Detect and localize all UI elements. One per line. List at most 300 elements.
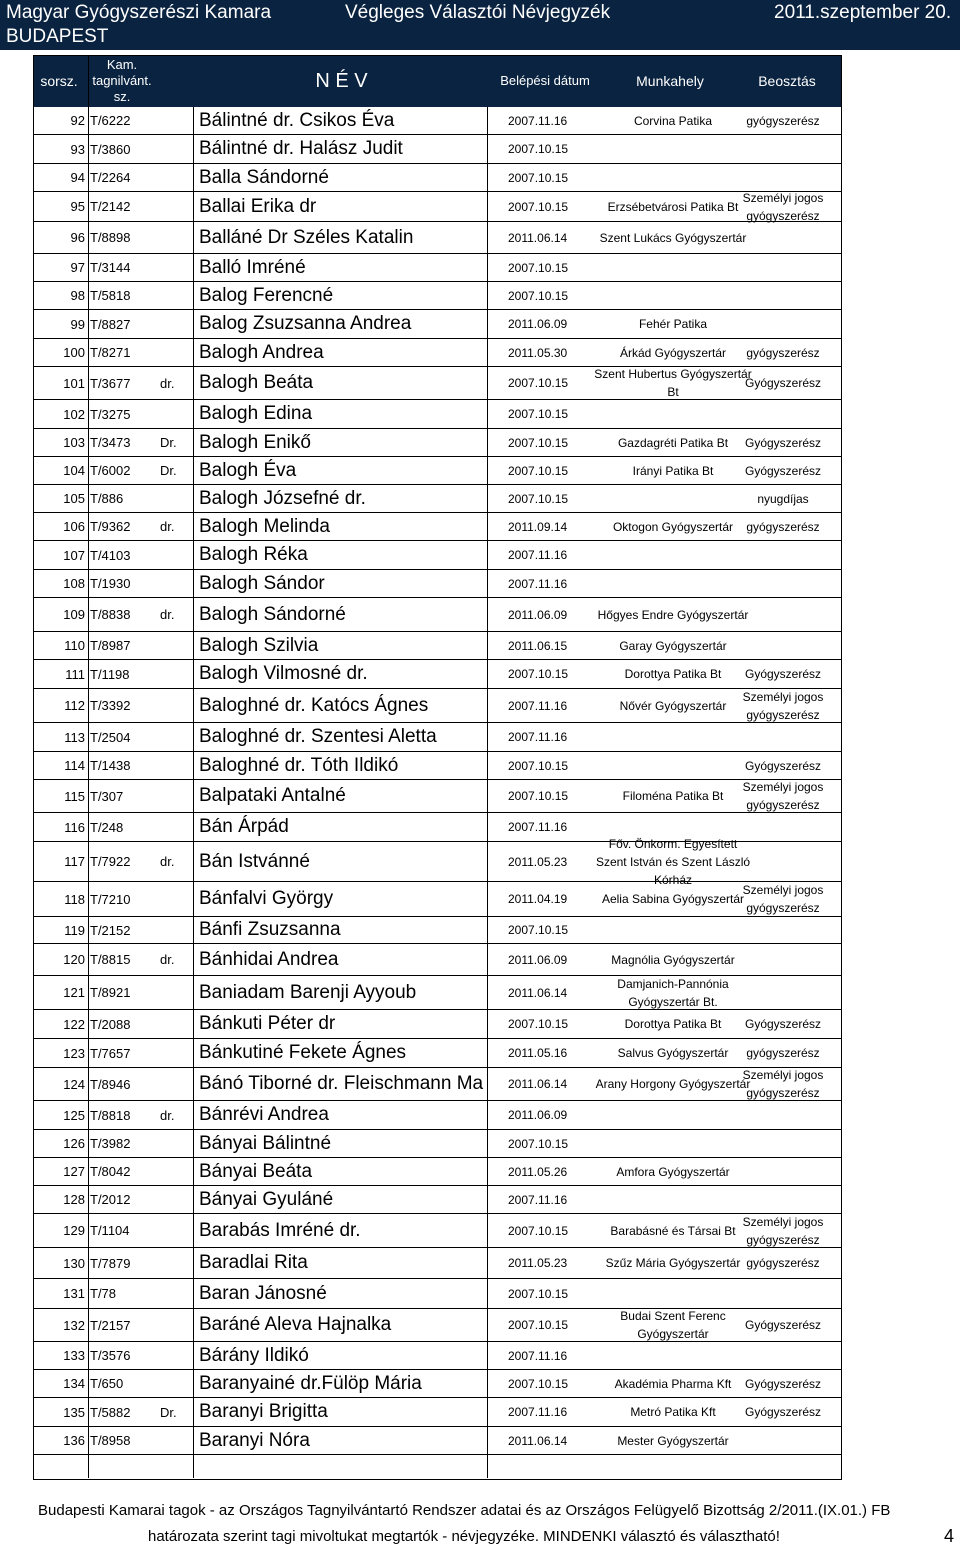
footer-line-2: határozata szerint tagi mivoltukat megtartók - névjegyzéke. MINDENKI választó és választható! <box>148 1528 780 1545</box>
member-title <box>160 254 190 281</box>
row-number: 132 <box>63 1317 85 1333</box>
member-title <box>160 339 190 366</box>
member-name: Bánkuti Péter dr <box>199 1013 336 1034</box>
member-title <box>160 882 190 916</box>
join-date: 2011.06.15 <box>508 638 568 653</box>
join-date: 2007.10.15 <box>508 667 569 681</box>
join-date: 2007.10.15 <box>508 1136 569 1151</box>
col-header-name: N É V <box>315 70 368 92</box>
table-row <box>33 570 841 598</box>
table-row <box>33 282 841 310</box>
join-date: 2011.05.16 <box>508 1046 568 1060</box>
member-name: Balogh Enikő <box>199 431 311 453</box>
workplace: Arany Horgony Gyógyszertár <box>595 1077 751 1091</box>
membership-id: T/2157 <box>90 1317 131 1333</box>
workplace: Fehér Patika <box>638 317 708 331</box>
row-number: 122 <box>63 1016 85 1032</box>
workplace: Mester Gyógyszertár <box>617 1433 729 1448</box>
member-name: Bányai Bálintné <box>199 1132 332 1154</box>
member-title <box>160 541 190 569</box>
table-row <box>33 135 841 164</box>
table-row <box>33 1010 841 1039</box>
join-date: 2007.11.16 <box>508 548 568 562</box>
row-number: 135 <box>63 1404 85 1420</box>
workplace: Magnólia Gyógyszertár <box>611 952 735 967</box>
join-date: 2007.10.15 <box>508 142 569 156</box>
join-date: 2011.06.14 <box>508 1433 568 1448</box>
position <box>725 944 841 975</box>
row-number: 127 <box>63 1164 85 1179</box>
table-row <box>33 367 841 400</box>
workplace: Filoména Patika Bt <box>622 789 724 803</box>
member-title <box>160 976 190 1009</box>
workplace: Szent Lukács Gyógyszertár <box>599 230 747 245</box>
membership-id: T/1438 <box>90 758 131 773</box>
table-row <box>33 1039 841 1068</box>
member-name: Balló Imréné <box>199 256 306 278</box>
position <box>725 917 841 943</box>
member-name: Balpataki Antalné <box>199 785 346 806</box>
membership-id: T/8946 <box>90 1076 131 1092</box>
position <box>725 1342 841 1369</box>
position: gyógyszerész <box>746 1046 820 1060</box>
position <box>725 1427 841 1454</box>
member-name: Balogh Sándor <box>199 572 325 594</box>
member-title <box>160 310 190 338</box>
row-number: 136 <box>63 1433 85 1448</box>
position: Gyógyszerész <box>744 1017 822 1031</box>
membership-id: T/3576 <box>90 1348 131 1363</box>
table-row <box>33 222 841 254</box>
workplace: Damjanich-Pannónia Gyógyszertár Bt. <box>617 976 729 1009</box>
position <box>725 1279 841 1308</box>
join-date: 2007.11.16 <box>508 1348 568 1363</box>
member-title: dr. <box>160 1107 175 1123</box>
member-name: Baloghné dr. Szentesi Aletta <box>199 726 437 747</box>
table-row <box>33 836 841 887</box>
position <box>725 254 841 281</box>
member-title <box>160 1370 190 1397</box>
join-date: 2007.10.15 <box>508 407 569 421</box>
row-number: 134 <box>63 1376 85 1391</box>
membership-id: T/78 <box>90 1286 117 1301</box>
table-row <box>33 107 841 135</box>
membership-id: T/7879 <box>90 1255 131 1271</box>
table-row <box>33 752 841 780</box>
member-name: Bárány Ildikó <box>199 1344 309 1366</box>
join-date: 2011.04.19 <box>508 892 568 906</box>
membership-id: T/8271 <box>90 345 131 360</box>
position: gyógyszerész <box>746 519 820 534</box>
member-name: Bánfalvi György <box>199 888 334 909</box>
row-number: 111 <box>65 666 85 682</box>
table-row <box>33 429 841 457</box>
join-date: 2007.10.15 <box>508 789 569 803</box>
workplace: Dorottya Patika Bt <box>624 1017 722 1031</box>
row-number: 93 <box>70 141 85 157</box>
row-number: 114 <box>64 758 85 773</box>
row-number: 97 <box>70 260 85 275</box>
table-row <box>33 598 841 632</box>
position: Személyi jogos gyógyszerész <box>742 689 824 722</box>
table-row <box>33 541 841 570</box>
member-name: Bálintné dr. Halász Judit <box>199 138 403 159</box>
position <box>725 976 841 1009</box>
join-date: 2007.10.15 <box>508 491 569 506</box>
member-title <box>160 1248 190 1278</box>
member-title <box>160 1342 190 1369</box>
position: Gyógyszerész <box>744 376 822 390</box>
row-number: 118 <box>64 891 85 907</box>
join-date: 2007.10.15 <box>508 463 569 478</box>
join-date: 2007.10.15 <box>508 1286 569 1301</box>
membership-id: T/2264 <box>90 170 131 185</box>
membership-id: T/7922 <box>90 854 131 869</box>
membership-id: T/1930 <box>90 576 131 591</box>
position <box>725 723 841 751</box>
join-date: 2007.11.16 <box>508 698 568 713</box>
membership-id: T/7657 <box>90 1045 131 1061</box>
table-row <box>33 1370 841 1398</box>
row-number: 123 <box>63 1045 85 1061</box>
join-date: 2007.10.15 <box>508 435 569 450</box>
member-name: Balog Ferencné <box>199 284 334 306</box>
member-name: Baranyainé dr.Fülöp Mária <box>199 1372 422 1394</box>
row-number: 117 <box>64 854 85 869</box>
join-date: 2007.11.16 <box>508 576 568 591</box>
join-date: 2011.06.09 <box>508 317 568 331</box>
row-number: 106 <box>63 519 85 534</box>
workplace: Irányi Patika Bt <box>632 463 714 478</box>
member-title <box>160 135 190 163</box>
table-row <box>33 1427 841 1455</box>
join-date: 2007.11.16 <box>508 730 568 744</box>
city-name: BUDAPEST <box>6 26 109 47</box>
member-name: Baradlai Rita <box>199 1252 308 1273</box>
table-row <box>33 1130 841 1158</box>
member-name: Bánó Tiborné dr. Fleischmann Ma <box>199 1073 484 1094</box>
table-row <box>33 1101 841 1130</box>
member-title <box>160 400 190 428</box>
document-title: Végleges Választói Névjegyzék <box>345 2 611 23</box>
join-date: 2007.10.15 <box>508 1017 569 1031</box>
membership-id: T/9362 <box>90 519 131 534</box>
member-name: Balogh Sándorné <box>199 603 346 625</box>
member-title <box>160 813 190 841</box>
membership-id: T/1104 <box>90 1223 130 1238</box>
table-row <box>33 485 841 513</box>
position: Személyi jogos gyógyszerész <box>742 190 824 223</box>
join-date: 2007.11.16 <box>508 1192 568 1207</box>
membership-id: T/2142 <box>90 199 131 214</box>
col-header-sorsz: sorsz. <box>40 73 78 89</box>
workplace: Amfora Gyógyszertár <box>616 1164 730 1179</box>
join-date: 2011.06.14 <box>508 1077 568 1091</box>
member-title <box>160 1130 190 1157</box>
table-row <box>33 723 841 752</box>
page-number: 4 <box>944 1526 955 1546</box>
workplace: Akadémia Pharma Kft <box>614 1376 732 1391</box>
member-title <box>160 1214 190 1247</box>
member-name: Barabás Imréné dr. <box>199 1219 361 1241</box>
table-row <box>33 660 841 689</box>
table-row <box>33 1158 841 1186</box>
member-title <box>160 917 190 943</box>
member-title: Dr. <box>160 1404 177 1420</box>
workplace: Főv. Önkorm. Egyesített Szent István és Szent László Kórház <box>595 836 751 887</box>
document-date: 2011.szeptember 20. <box>774 2 952 23</box>
col-header-date: Belépési dátum <box>500 73 590 88</box>
member-name: Baranyi Nóra <box>199 1429 310 1451</box>
row-number: 107 <box>63 547 85 563</box>
membership-id: T/3982 <box>90 1136 131 1151</box>
join-date: 2011.06.14 <box>508 230 568 245</box>
membership-id: T/8827 <box>90 316 131 332</box>
member-name: Balogh Józsefné dr. <box>199 487 366 509</box>
membership-id: T/6002 <box>90 463 131 478</box>
position <box>725 400 841 428</box>
workplace: Barabásné és Társai Bt <box>610 1223 736 1238</box>
position: Gyógyszerész <box>744 1318 822 1332</box>
table-row <box>33 1214 841 1248</box>
join-date: 2007.10.15 <box>508 923 569 937</box>
workplace: Erzsébetvárosi Patika Bt <box>607 199 739 214</box>
table-header <box>33 55 841 107</box>
join-date: 2007.10.15 <box>508 288 569 303</box>
member-title: Dr. <box>160 463 177 478</box>
row-number: 121 <box>63 985 85 1000</box>
member-name: Balog Zsuzsanna Andrea <box>199 313 412 334</box>
membership-id: T/8838 <box>90 607 131 622</box>
table-row <box>33 164 841 192</box>
member-title <box>160 164 190 191</box>
member-name: Bánfi Zsuzsanna <box>199 919 341 940</box>
column-divider <box>88 55 89 1478</box>
table-row <box>33 310 841 339</box>
workplace: Dorottya Patika Bt <box>624 667 722 681</box>
row-number: 133 <box>63 1348 85 1363</box>
position: Személyi jogos gyógyszerész <box>742 1214 824 1247</box>
table-row <box>33 513 841 541</box>
row-number: 113 <box>64 729 85 745</box>
member-title <box>160 1279 190 1308</box>
join-date: 2011.05.23 <box>508 1256 568 1270</box>
join-date: 2011.05.26 <box>508 1164 568 1179</box>
position <box>725 164 841 191</box>
position: Gyógyszerész <box>744 758 822 773</box>
membership-id: T/8921 <box>90 985 131 1000</box>
position: Személyi jogos gyógyszerész <box>742 1068 824 1100</box>
row-number: 120 <box>63 952 85 967</box>
member-name: Baloghné dr. Katócs Ágnes <box>199 694 429 716</box>
table-row <box>33 780 841 813</box>
member-title: dr. <box>160 952 175 967</box>
position <box>725 222 841 253</box>
membership-id: T/3392 <box>90 698 131 713</box>
member-title <box>160 632 190 659</box>
workplace: Salvus Gyógyszertár <box>617 1046 729 1060</box>
member-name: Baloghné dr. Tóth Ildikó <box>199 754 399 776</box>
join-date: 2007.11.16 <box>508 1405 568 1419</box>
position <box>725 1130 841 1157</box>
join-date: 2007.10.15 <box>508 376 569 390</box>
row-number: 128 <box>63 1192 85 1207</box>
member-name: Bálintné dr. Csikos Éva <box>199 109 395 131</box>
member-name: Balogh Beáta <box>199 372 314 393</box>
member-name: Balogh Melinda <box>199 515 330 537</box>
join-date: 2011.06.09 <box>508 1108 568 1122</box>
col-header-role: Beosztás <box>758 73 816 89</box>
membership-id: T/1198 <box>90 666 130 682</box>
member-title <box>160 485 190 512</box>
table-row <box>33 689 841 723</box>
position <box>725 1101 841 1129</box>
member-title <box>160 1158 190 1185</box>
member-title: dr. <box>160 519 175 534</box>
join-date: 2007.10.15 <box>508 758 569 773</box>
member-title <box>160 1427 190 1454</box>
membership-id: T/8042 <box>90 1164 131 1179</box>
member-title <box>160 689 190 722</box>
workplace: Szűz Mária Gyógyszertár <box>605 1256 741 1270</box>
workplace: Budai Szent Ferenc Gyógyszertár <box>620 1309 726 1341</box>
join-date: 2007.11.16 <box>508 820 568 834</box>
position: nyugdíjas <box>757 491 809 506</box>
membership-id: T/3677 <box>90 375 131 391</box>
member-name: Baniadam Barenji Ayyoub <box>199 981 417 1003</box>
member-name: Balla Sándorné <box>199 166 329 188</box>
row-number: 108 <box>63 576 85 591</box>
join-date: 2007.10.15 <box>508 199 569 214</box>
membership-id: T/650 <box>90 1376 124 1391</box>
membership-id: T/8818 <box>90 1107 131 1123</box>
membership-id: T/2152 <box>90 922 131 938</box>
member-name: Balogh Szilvia <box>199 634 319 656</box>
member-title <box>160 222 190 253</box>
member-title <box>160 1010 190 1038</box>
workplace: Gazdagréti Patika Bt <box>617 435 729 450</box>
position: gyógyszerész <box>746 113 820 128</box>
workplace: Aelia Sabina Gyógyszertár <box>601 892 745 906</box>
row-number: 99 <box>70 316 85 332</box>
membership-id: T/8958 <box>90 1433 131 1448</box>
position <box>725 282 841 309</box>
member-name: Baran Jánosné <box>199 1282 327 1304</box>
table-row <box>33 976 841 1010</box>
page-header <box>0 0 960 50</box>
row-number: 110 <box>64 638 85 653</box>
member-name: Balogh Éva <box>199 459 297 481</box>
member-name: Baranyi Brigitta <box>199 1401 328 1422</box>
row-number: 116 <box>64 819 85 835</box>
member-name: Baráné Aleva Hajnalka <box>199 1314 392 1335</box>
table-row <box>33 192 841 222</box>
position <box>725 541 841 569</box>
table-row <box>33 1068 841 1101</box>
position: Gyógyszerész <box>744 1376 822 1391</box>
column-divider <box>487 107 488 1478</box>
row-number: 95 <box>70 199 85 214</box>
join-date: 2011.09.14 <box>508 519 568 534</box>
table-row <box>33 1186 841 1214</box>
member-title <box>160 723 190 751</box>
membership-id: T/3144 <box>90 260 131 275</box>
member-name: Bánkutiné Fekete Ágnes <box>199 1042 407 1063</box>
position <box>725 570 841 597</box>
membership-id: T/8987 <box>90 638 131 653</box>
position: Gyógyszerész <box>744 435 822 450</box>
membership-id: T/886 <box>90 491 124 506</box>
table-row <box>33 1248 841 1279</box>
table-row <box>33 254 841 282</box>
row-number: 92 <box>70 113 85 128</box>
position <box>725 310 841 338</box>
position <box>725 1186 841 1213</box>
table-row <box>33 339 841 367</box>
position <box>725 632 841 659</box>
member-name: Balogh Vilmosné dr. <box>199 663 368 684</box>
member-title: Dr. <box>160 435 177 450</box>
member-name: Balláné Dr Széles Katalin <box>199 226 414 248</box>
workplace: Metró Patika Kft <box>630 1405 716 1419</box>
row-number: 129 <box>63 1223 85 1238</box>
member-title <box>160 570 190 597</box>
row-number: 96 <box>70 230 85 245</box>
col-header-kam: Kam. tagnilvánt. sz. <box>92 57 152 104</box>
member-title <box>160 1068 190 1100</box>
row-number: 104 <box>63 463 85 478</box>
membership-id: T/2504 <box>90 729 131 745</box>
membership-id: T/6222 <box>90 113 131 128</box>
membership-id: T/248 <box>90 819 124 835</box>
workplace: Corvina Patika <box>633 113 713 128</box>
membership-id: T/5818 <box>90 288 131 303</box>
row-number: 125 <box>63 1107 85 1123</box>
table-row <box>33 457 841 485</box>
row-number: 100 <box>63 345 85 360</box>
workplace: Szent Hubertus Gyógyszertár Bt <box>594 367 752 399</box>
member-name: Bányai Beáta <box>199 1160 313 1182</box>
position: Személyi jogos gyógyszerész <box>742 780 824 812</box>
row-number: 112 <box>64 698 85 713</box>
member-title <box>160 282 190 309</box>
membership-id: T/7210 <box>90 891 131 907</box>
table-row <box>33 917 841 944</box>
position <box>725 1158 841 1185</box>
row-number: 126 <box>63 1136 85 1151</box>
membership-id: T/307 <box>90 788 124 804</box>
member-name: Bánhidai Andrea <box>199 948 339 970</box>
col-header-workplace: Munkahely <box>636 73 704 89</box>
member-title <box>160 660 190 688</box>
row-number: 105 <box>63 491 85 506</box>
column-divider <box>193 107 194 1478</box>
row-number: 119 <box>64 922 85 938</box>
row-number: 102 <box>63 406 85 422</box>
table-row <box>33 632 841 660</box>
table-row <box>33 1279 841 1309</box>
table-row <box>33 1309 841 1342</box>
membership-id: T/8815 <box>90 952 131 967</box>
membership-id: T/5882 <box>90 1404 131 1420</box>
join-date: 2007.10.15 <box>508 1223 569 1238</box>
member-title: dr. <box>160 607 175 622</box>
member-title <box>160 1309 190 1341</box>
membership-id: T/3473 <box>90 435 131 450</box>
member-name: Ballai Erika dr <box>199 195 317 217</box>
member-title <box>160 1186 190 1213</box>
join-date: 2007.10.15 <box>508 1318 569 1332</box>
